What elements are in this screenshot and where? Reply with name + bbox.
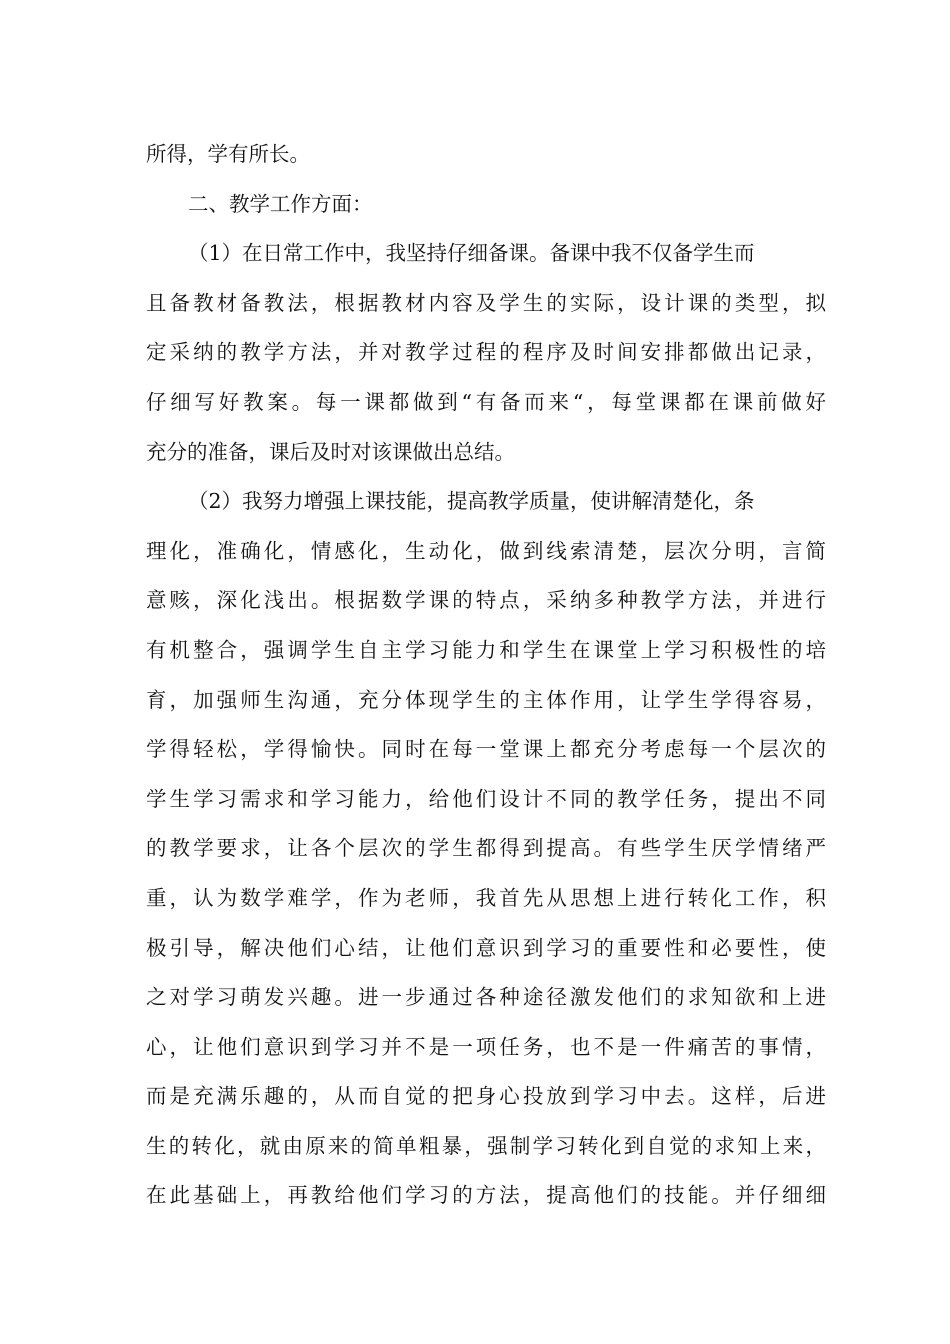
- text-line: 生的转化，就由原来的简单粗暴，强制学习转化到自觉的求知上来，: [146, 1133, 826, 1158]
- text-line: 在此基础上，再教给他们学习的方法，提高他们的技能。并仔细细: [146, 1183, 826, 1208]
- text-line: 定采纳的教学方法，并对教学过程的程序及时间安排都做出记录，: [146, 340, 826, 365]
- text-line: 的教学要求，让各个层次的学生都得到提高。有些学生厌学情绪严: [146, 836, 826, 861]
- text-line: 充分的准备，课后及时对该课做出总结。: [146, 439, 515, 464]
- text-line: 有机整合，强调学生自主学习能力和学生在课堂上学习积极性的培: [146, 637, 826, 662]
- section-heading: 二、教学工作方面：: [188, 191, 373, 216]
- text-line: 学得轻松，学得愉快。同时在每一堂课上都充分考虑每一个层次的: [146, 737, 826, 762]
- document-body: [146, 130, 826, 1221]
- text-line: 学生学习需求和学习能力，给他们设计不同的教学任务，提出不同: [146, 786, 826, 811]
- text-line: 极引导，解决他们心结，让他们意识到学习的重要性和必要性，使: [146, 935, 826, 960]
- text-line: （2）我努力增强上课技能，提高教学质量，使讲解清楚化，条: [188, 489, 755, 514]
- text-line: 仔细写好教案。每一课都做到“有备而来“，每堂课都在课前做好: [146, 389, 826, 414]
- text-line: 所得，学有所长。: [146, 142, 310, 166]
- text-line: 育，加强师生沟通，充分体现学生的主体作用，让学生学得容易，: [146, 687, 826, 712]
- text-line: 而是充满乐趣的，从而自觉的把身心投放到学习中去。这样，后进: [146, 1084, 826, 1109]
- text-line: 之对学习萌发兴趣。进一步通过各种途径激发他们的求知欲和上进: [146, 985, 826, 1010]
- text-line: 理化，准确化，情感化，生动化，做到线索清楚，层次分明，言简: [146, 538, 826, 563]
- text-line: 意赅，深化浅出。根据数学课的特点，采纳多种教学方法，并进行: [146, 588, 826, 613]
- text-line: 心，让他们意识到学习并不是一项任务，也不是一件痛苦的事情，: [146, 1034, 826, 1059]
- text-line: 且备教材备教法，根据教材内容及学生的实际，设计课的类型，拟: [146, 290, 826, 315]
- text-line: 重，认为数学难学，作为老师，我首先从思想上进行转化工作，积: [146, 885, 826, 910]
- text-line: （1）在日常工作中，我坚持仔细备课。备课中我不仅备学生而: [188, 241, 755, 266]
